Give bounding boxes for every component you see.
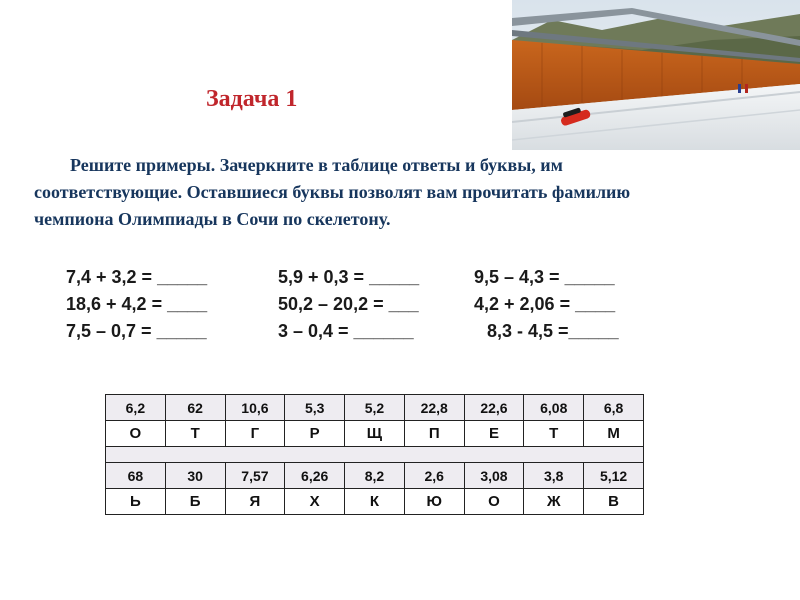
table-cell: Я <box>225 489 285 515</box>
table-cell: Ь <box>106 489 166 515</box>
table-cell: М <box>584 421 644 447</box>
example-3-1: 7,5 – 0,7 = _____ <box>66 321 207 341</box>
table-cell: 6,8 <box>584 395 644 421</box>
table-cell: 5,12 <box>584 463 644 489</box>
table-cell: Ю <box>404 489 464 515</box>
separator-cell <box>106 447 644 463</box>
table-cell: Т <box>165 421 225 447</box>
example-3-3: 8,3 - 4,5 =_____ <box>487 321 619 341</box>
table-cell: Б <box>165 489 225 515</box>
table-cell: 3,08 <box>464 463 524 489</box>
table-cell: Р <box>285 421 345 447</box>
answer-table <box>105 394 644 515</box>
table-cell: 5,3 <box>285 395 345 421</box>
table-cell: Х <box>285 489 345 515</box>
example-2-1: 18,6 + 4,2 = ____ <box>66 294 208 314</box>
table-cell: 8,2 <box>345 463 405 489</box>
table-cell: 2,6 <box>404 463 464 489</box>
example-1-3: 9,5 – 4,3 = _____ <box>474 267 615 287</box>
table-cell: 30 <box>165 463 225 489</box>
skeleton-track-photo <box>512 0 800 150</box>
table-cell: О <box>464 489 524 515</box>
table-cell: Щ <box>345 421 405 447</box>
table-cell: 3,8 <box>524 463 584 489</box>
table-cell: Г <box>225 421 285 447</box>
table-cell: 6,08 <box>524 395 584 421</box>
separator-row <box>106 447 644 463</box>
table-cell: 5,2 <box>345 395 405 421</box>
example-2-3: 4,2 + 2,06 = ____ <box>474 294 616 314</box>
example-1-1: 7,4 + 3,2 = _____ <box>66 267 208 287</box>
number-row-2 <box>106 463 644 489</box>
example-2-2: 50,2 – 20,2 = ___ <box>278 294 419 314</box>
table-cell: 10,6 <box>225 395 285 421</box>
table-cell: П <box>404 421 464 447</box>
table-cell: 22,8 <box>404 395 464 421</box>
table-cell: 22,6 <box>464 395 524 421</box>
task-title: Задача 1 <box>206 86 298 112</box>
letter-row-2 <box>106 489 644 515</box>
table-cell: О <box>106 421 166 447</box>
example-1-2: 5,9 + 0,3 = _____ <box>278 267 420 287</box>
table-cell: 7,57 <box>225 463 285 489</box>
table-cell: 6,26 <box>285 463 345 489</box>
table-cell: В <box>584 489 644 515</box>
number-row-1 <box>106 395 644 421</box>
table-cell: 68 <box>106 463 166 489</box>
table-cell: Т <box>524 421 584 447</box>
table-cell: К <box>345 489 405 515</box>
table-cell: 6,2 <box>106 395 166 421</box>
letter-row-1 <box>106 421 644 447</box>
table-cell: Е <box>464 421 524 447</box>
example-3-2: 3 – 0,4 = ______ <box>278 321 414 341</box>
table-cell: Ж <box>524 489 584 515</box>
table-cell: 62 <box>165 395 225 421</box>
task-instruction: Решите примеры. Зачеркните в таблице ответы и буквы, им соответствующие. Оставшиеся буквы позволят вам прочитать фамилию чемпиона Олимпиады в Сочи по скелетону. <box>34 155 631 229</box>
